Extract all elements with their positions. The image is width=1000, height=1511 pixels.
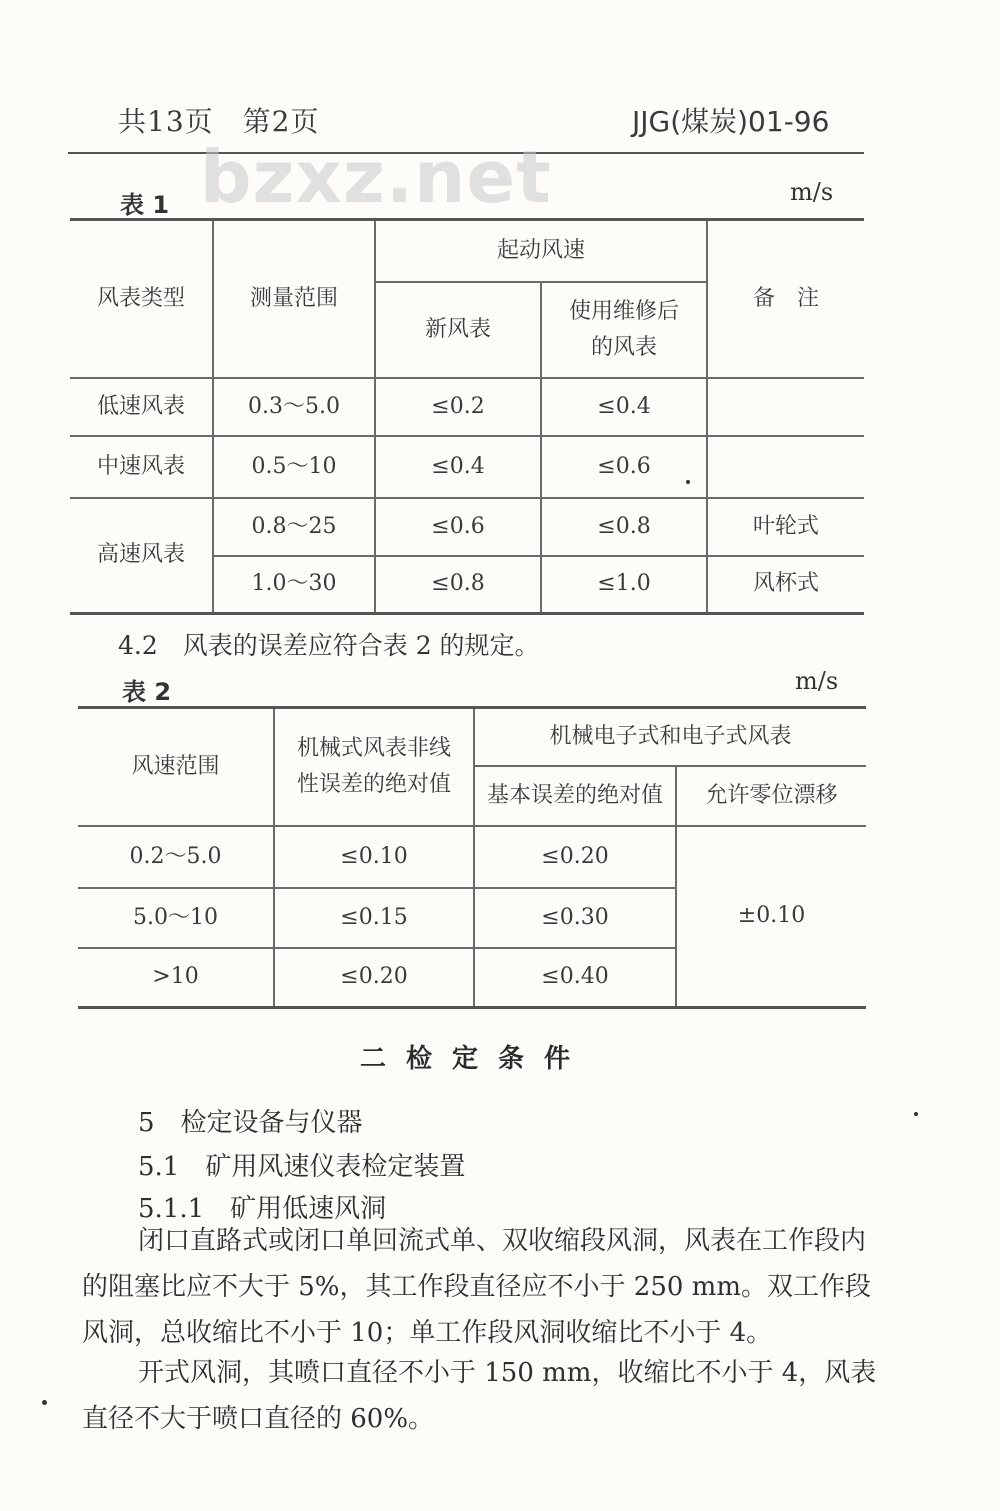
clause-5: 5 检定设备与仪器 xyxy=(138,1108,363,1138)
col-head-mech-error: 机械式风表非线性误差的绝对值 xyxy=(274,708,474,826)
cell-speed-range: 5.0～10 xyxy=(78,888,274,948)
table-1 xyxy=(70,218,864,615)
cell-new: ≤0.8 xyxy=(375,556,541,614)
cell-new: ≤0.2 xyxy=(375,378,541,436)
cell-type: 低速风表 xyxy=(70,378,213,436)
cell-mech: ≤0.10 xyxy=(274,826,474,888)
cell-used: ≤0.4 xyxy=(541,378,707,436)
cell-range: 0.8～25 xyxy=(213,498,375,556)
cell-used: ≤0.8 xyxy=(541,498,707,556)
scan-speck xyxy=(686,480,690,484)
col-head-type: 风表类型 xyxy=(70,220,213,378)
cell-new: ≤0.4 xyxy=(375,436,541,498)
table2-unit: m/s xyxy=(795,667,839,695)
cell-speed-range: 0.2～5.0 xyxy=(78,826,274,888)
table-row xyxy=(78,826,866,888)
table2-caption: 表 2 xyxy=(122,678,172,706)
cell-new: ≤0.6 xyxy=(375,498,541,556)
clause-5-1: 5.1 矿用风速仪表检定装置 xyxy=(138,1152,466,1182)
col-head-basic-error: 基本误差的绝对值 xyxy=(474,766,676,826)
col-head-zero-drift: 允许零位漂移 xyxy=(676,766,866,826)
col-head-electronic: 机械电子式和电子式风表 xyxy=(474,708,866,766)
cell-used: ≤1.0 xyxy=(541,556,707,614)
col-head-speed-range: 风速范围 xyxy=(78,708,274,826)
table1-caption: 表 1 xyxy=(120,191,170,219)
paragraph-1: 闭口直路式或闭口单回流式单、双收缩段风洞，风表在工作段内的阻塞比应不大于 5%，其工作段直径应不小于 250 mm。双工作段风洞，总收缩比不小于 10；单工作段风洞收缩比不小于 4。 xyxy=(82,1226,871,1348)
col-head-start-speed: 起动风速 xyxy=(375,220,707,282)
table-row xyxy=(70,498,864,556)
clause-4-2: 4.2 风表的误差应符合表 2 的规定。 xyxy=(118,631,540,660)
cell-basic: ≤0.20 xyxy=(474,826,676,888)
watermark: bzxz.net xyxy=(200,135,552,219)
cell-remark xyxy=(707,378,864,436)
cell-speed-range: >10 xyxy=(78,948,274,1008)
col-head-used: 使用维修后的风表 xyxy=(541,282,707,378)
table-row xyxy=(70,436,864,498)
cell-range: 0.3～5.0 xyxy=(213,378,375,436)
paragraph-2: 开式风洞，其喷口直径不小于 150 mm，收缩比不小于 4，风表直径不大于喷口直径的 60%。 xyxy=(82,1358,877,1434)
col-head-remark: 备 注 xyxy=(707,220,864,378)
section-title: 二检定条件 xyxy=(360,1044,591,1074)
cell-range: 0.5～10 xyxy=(213,436,375,498)
table-2 xyxy=(78,706,866,1009)
cell-mech: ≤0.15 xyxy=(274,888,474,948)
table-row xyxy=(70,378,864,436)
table1-unit: m/s xyxy=(790,178,834,206)
col-head-range: 测量范围 xyxy=(213,220,375,378)
cell-type: 中速风表 xyxy=(70,436,213,498)
cell-basic: ≤0.40 xyxy=(474,948,676,1008)
cell-range: 1.0～30 xyxy=(213,556,375,614)
cell-basic: ≤0.30 xyxy=(474,888,676,948)
standard-code: JJG(煤炭)01-96 xyxy=(632,105,830,138)
scan-speck xyxy=(42,1400,47,1405)
cell-remark: 叶轮式 xyxy=(707,498,864,556)
cell-remark xyxy=(707,436,864,498)
scan-speck xyxy=(914,1112,918,1116)
col-head-new: 新风表 xyxy=(375,282,541,378)
cell-zero-drift: ±0.10 xyxy=(676,826,866,1008)
clause-5-1-1: 5.1.1 矿用低速风洞 xyxy=(138,1194,387,1224)
cell-type: 高速风表 xyxy=(70,498,213,614)
cell-used: ≤0.6 xyxy=(541,436,707,498)
cell-remark: 风杯式 xyxy=(707,556,864,614)
page-count: 共13页 第2页 xyxy=(118,105,320,138)
cell-mech: ≤0.20 xyxy=(274,948,474,1008)
